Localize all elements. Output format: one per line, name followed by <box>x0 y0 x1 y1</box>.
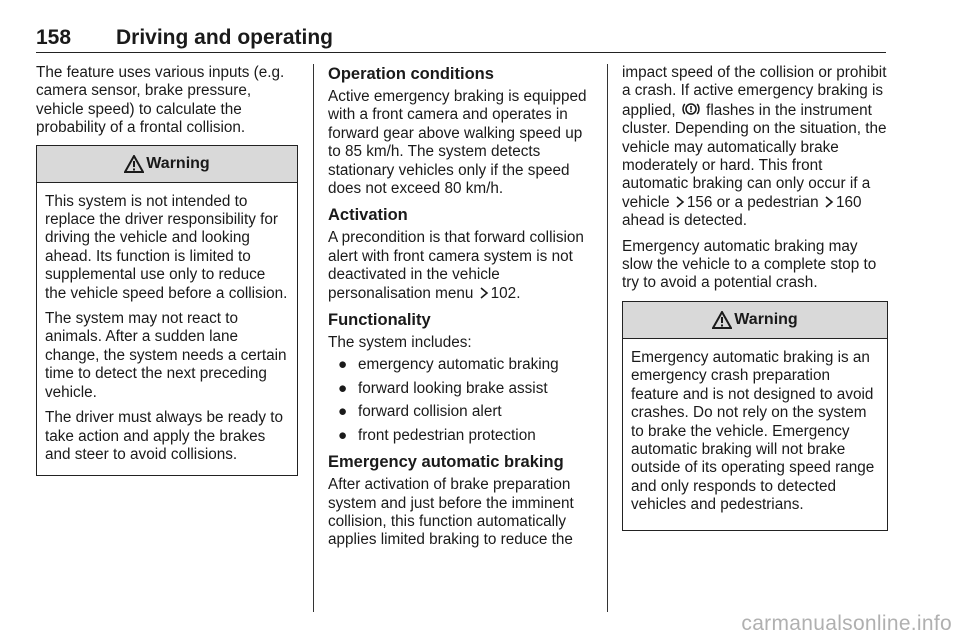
page-number: 158 <box>36 26 72 49</box>
watermark: carmanualsonline.info <box>741 612 952 635</box>
emergency-paragraph: After activation of brake preparation system and just before the imminent collision, this function automatically applies limited braking to reduce the <box>328 476 574 549</box>
intro-paragraph: The feature uses various inputs (e.g. camera sensor, brake pressure, vehicle speed) to calculate the probability of a frontal collision. <box>36 64 285 137</box>
paragraph-complete-stop: Emergency automatic braking may slow the vehicle to a complete stop to try to avoid a potential crash. <box>622 237 877 292</box>
warning-box <box>36 145 298 477</box>
heading-activation: Activation <box>328 206 408 225</box>
activation-paragraph: A precondition is that forward collision alert with front camera system is not deactivated in the vehicle personalisation menu 102. <box>328 229 584 302</box>
bullet-icon: ● <box>338 379 348 397</box>
warning-title: Warning <box>734 310 798 328</box>
column-3 <box>622 64 888 531</box>
warning-paragraph: The system may not react to animals. After a sudden lane change, the system needs a certain time to detect the next preceding vehicle. <box>45 310 287 401</box>
warning-triangle-icon <box>124 155 144 173</box>
page-reference-arrow-icon <box>675 196 685 208</box>
list-item: ● forward looking brake assist <box>338 379 548 397</box>
page-reference-link[interactable]: 102. <box>490 284 521 302</box>
bullet-icon: ● <box>338 356 348 374</box>
column-2 <box>328 64 596 557</box>
warning-body <box>623 339 887 530</box>
warning-paragraph: The driver must always be ready to take action and apply the brakes and steer to avoid collisions. <box>45 409 284 463</box>
page-header <box>36 26 886 53</box>
column-divider <box>607 64 608 612</box>
page-reference-link[interactable]: 156 or a pedestrian <box>686 193 819 211</box>
bullet-icon: ● <box>338 426 348 444</box>
heading-operation-conditions: Operation conditions <box>328 65 494 83</box>
warning-triangle-icon <box>712 311 732 329</box>
warning-header <box>37 146 297 183</box>
operation-paragraph: Active emergency braking is equipped with a front camera and operates in forward gear above walking speed up to 85 km/h. The system detects stationary vehicles only if the speed does not exceed 80 km/h. <box>328 88 587 198</box>
page-reference-link[interactable]: 160 ahead is detected. <box>622 193 862 230</box>
list-item: ● forward collision alert <box>338 403 502 421</box>
page-reference-arrow-icon <box>479 287 489 299</box>
column-1 <box>36 64 298 476</box>
warning-paragraph: Emergency automatic braking is an emergency crash preparation feature and is not designed to avoid crashes. Do not rely on the system to brake the vehicle. Emergency automatic braking will not brake outside of its operating speed range and only responds to detected vehicles and pedestrians. <box>631 348 875 514</box>
warning-header <box>623 302 887 339</box>
list-item: ● emergency automatic braking <box>338 356 559 374</box>
emergency-braking-icon <box>682 101 700 117</box>
bullet-icon: ● <box>338 403 348 421</box>
warning-box <box>622 301 888 531</box>
functionality-intro: The system includes: <box>328 334 472 352</box>
list-item: ● front pedestrian protection <box>338 426 536 444</box>
warning-body <box>37 183 297 476</box>
warning-title: Warning <box>146 154 210 172</box>
heading-emergency-automatic-braking: Emergency automatic braking <box>328 453 564 472</box>
functionality-list <box>328 356 596 445</box>
page-reference-arrow-icon <box>824 196 834 208</box>
section-title: Driving and operating <box>116 26 334 49</box>
continued-paragraph: impact speed of the collision or prohibit a crash. If active emergency braking is applied, flashes in the instrument cluster. Depending on the situation, the vehicle may automatically brake moderately or hard. This front automatic braking can only occur if a vehicle 156 or a pedestrian 160 ahead is detected. <box>622 64 887 230</box>
warning-paragraph: This system is not intended to replace the driver responsibility for driving the vehicle and looking ahead. Its function is limited to supplemental use only to reduce the vehicle speed before a collision. <box>45 192 288 302</box>
heading-functionality: Functionality <box>328 311 431 330</box>
column-divider <box>313 64 314 612</box>
